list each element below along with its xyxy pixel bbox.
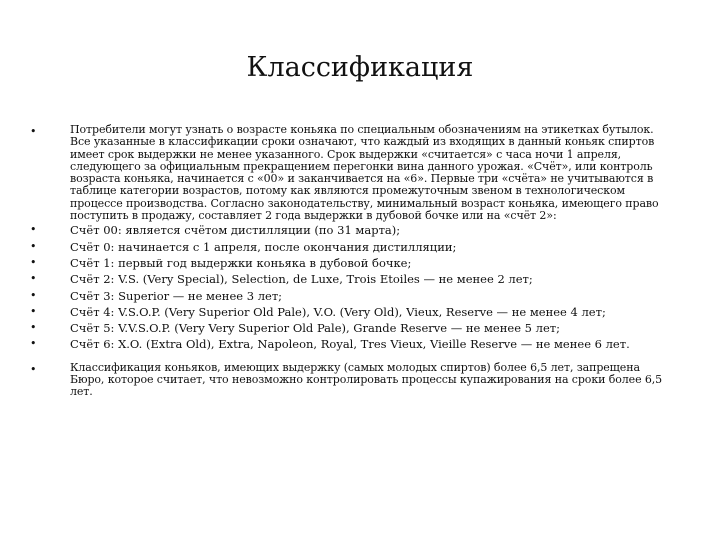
count-item — [30, 271, 670, 287]
count-text: Счёт 6: X.O. (Extra Old), Extra, Napoleon, Royal, Tres Vieux, Vieille Reserve — не менее 6 лет. — [70, 337, 630, 352]
bullet-icon: • — [30, 288, 37, 302]
intro-item — [30, 124, 670, 222]
count-item — [30, 239, 670, 255]
bullet-icon: • — [30, 304, 37, 318]
count-text: Счёт 1: первый год выдержки коньяка в дубовой бочке; — [70, 255, 412, 270]
count-item — [30, 222, 670, 238]
bullet-icon: • — [30, 239, 37, 253]
closing-item — [30, 362, 670, 399]
closing-text: Классификация коньяков, имеющих выдержку (самых молодых спиртов) более 6,5 лет, запрещена Бюро, которое считает, что невозможно контролировать процессы купажирования на сроки более 6,5 лет. — [70, 360, 663, 399]
count-item — [30, 255, 670, 271]
count-item — [30, 304, 670, 320]
count-item — [30, 288, 670, 304]
bullet-icon: • — [30, 337, 37, 351]
bullet-icon: • — [30, 321, 37, 335]
bullet-icon: • — [30, 125, 37, 138]
count-text: Счёт 00: является счётом дистилляции (по 31 марта); — [70, 223, 401, 238]
bullet-icon: • — [30, 272, 37, 286]
slide-title: Классификация — [246, 52, 474, 83]
intro-text: Потребители могут узнать о возрасте коньяка по специальным обозначениям на этикетках бутылок. Все указанные в классификации сроки означают, что каждый из входящих в данный коньяк спиртов имеет срок выдержки не менее указанного. Срок выдержки «считается» с часа ночи 1 апреля, следующего за официальным прекращением перегонки вина данного урожая. «Счёт», или контроль возраста коньяка, начинается с «00» и заканчивается на «6». Первые три «счёта» не учитываются в таблице категории возрастов, потому как являются промежуточным звеном в технологическом процессе производства. Согласно законодательству, минимальный возраст коньяка, имеющего право поступить в продажу, составляет 2 года выдержки в дубовой бочке или на «счёт 2»: — [70, 123, 659, 223]
count-text: Счёт 5: V.V.S.O.P. (Very Very Superior Old Pale), Grande Reserve — не менее 5 лет; — [70, 321, 560, 336]
bullet-icon: • — [30, 223, 37, 237]
bullet-list — [30, 124, 670, 399]
count-text: Счёт 3: Superior — не менее 3 лет; — [70, 288, 283, 303]
bullet-icon: • — [30, 362, 37, 376]
count-item — [30, 320, 670, 336]
count-text: Счёт 0: начинается с 1 апреля, после окончания дистилляции; — [70, 239, 457, 254]
count-text: Счёт 4: V.S.O.P. (Very Superior Old Pale), V.O. (Very Old), Vieux, Reserve — не менее 4 лет; — [70, 304, 606, 319]
count-item — [30, 336, 670, 352]
bullet-icon: • — [30, 255, 37, 269]
count-text: Счёт 2: V.S. (Very Special), Selection, de Luxe, Trois Etoiles — не менее 2 лет; — [70, 272, 533, 287]
